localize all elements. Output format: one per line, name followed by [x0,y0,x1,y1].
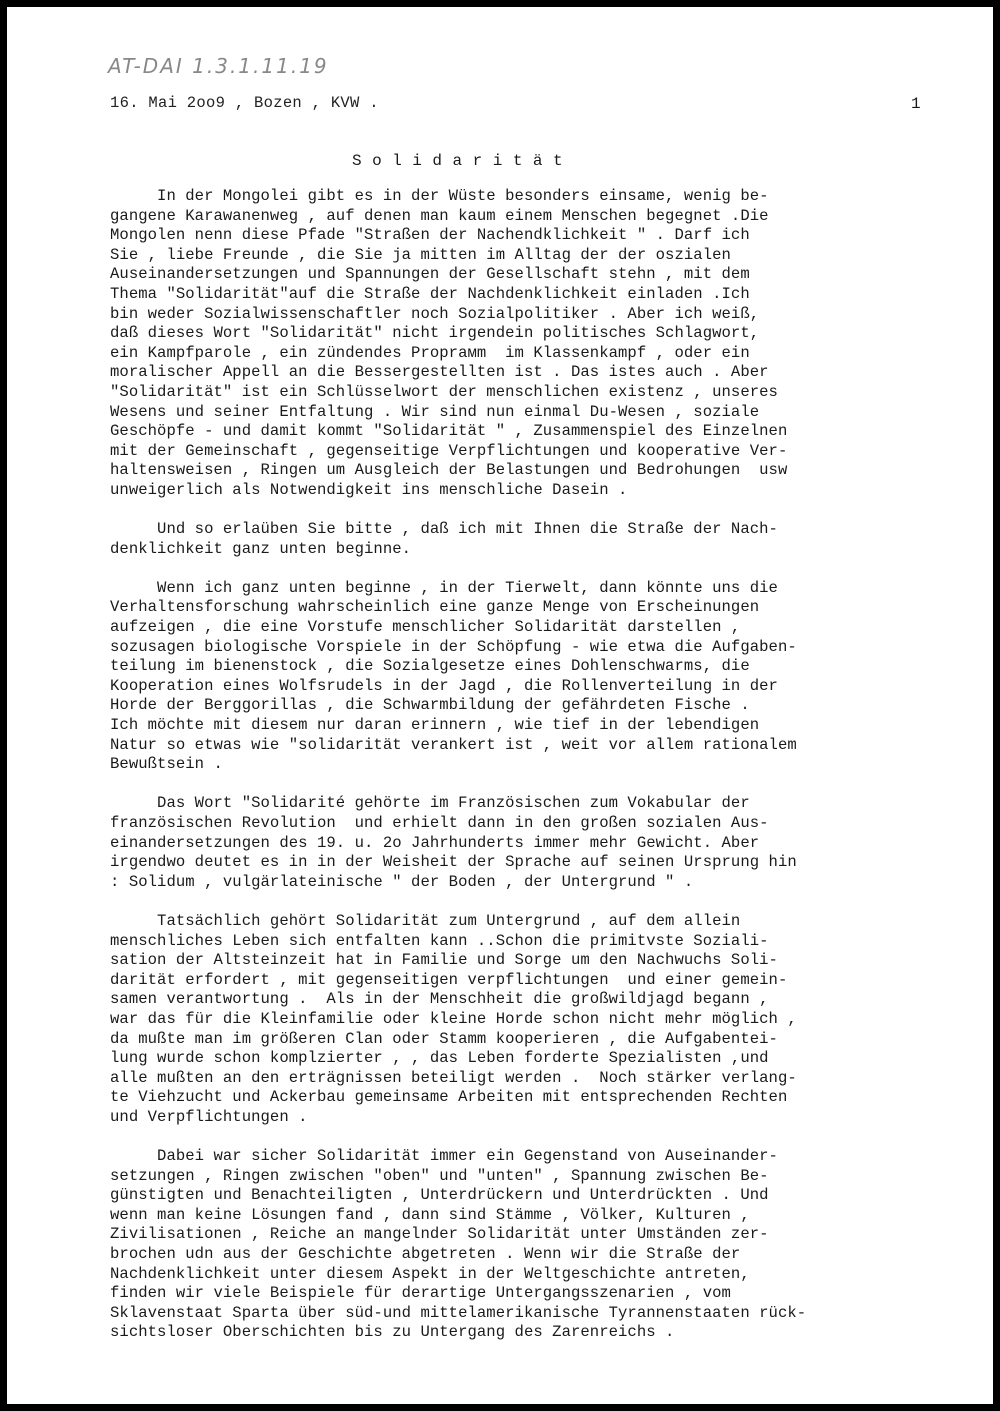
text-line: Das Wort "Solidarité gehörte im Französischen zum Vokabular der [110,794,750,813]
text-line: wenn man keine Lösungen fand , dann sind Stämme , Völker, Kulturen , [110,1205,750,1224]
paragraph [110,187,980,501]
text-line: Und so erlaüben Sie bitte , daß ich mit Ihnen die Straße der Nach- [110,520,778,539]
paragraph [110,912,980,1128]
text-line: "Solidarität" ist ein Schlüsselwort der menschlichen existenz , unseres [110,382,778,401]
archive-signature: AT-DAI 1.3.1.11.19 [108,54,329,78]
text-line: teilung im bienenstock , die Sozialgesetze eines Dohlenschwarms, die [110,657,750,676]
text-line: gangene Karawanenweg , auf denen man kaum einem Menschen begegnet .Die [110,206,769,225]
text-line: günstigten und Benachteiligten , Unterdrückern und Unterdrückten . Und [110,1186,769,1205]
text-line: brochen udn aus der Geschichte abgetreten . Wenn wir die Straße der [110,1245,741,1264]
document-body [110,187,980,1363]
text-line: Horde der Berggorillas , die Schwarmbildung der gefährdeten Fische . [110,696,750,715]
text-line: und Verpflichtungen . [110,1107,308,1126]
text-line: finden wir viele Beispiele für derartige Untergangsszenarien , vom [110,1284,731,1303]
page-number: 1 [911,95,921,113]
text-line: lung wurde schon komplzierter , , das Leben forderte Spezialisten ,und [110,1049,769,1068]
text-line: alle mußten an den erträgnissen beteiligt werden . Noch stärker verlang- [110,1068,797,1087]
text-line: einandersetzungen des 19. u. 2o Jahrhunderts immer mehr Gewicht. Aber [110,833,760,852]
text-line: Bewußtsein . [110,755,223,774]
text-line: Wenn ich ganz unten beginne , in der Tierwelt, dann könnte uns die [110,578,778,597]
text-line: setzungen , Ringen zwischen "oben" und "unten" , Spannung zwischen Be- [110,1166,769,1185]
paragraph [110,579,980,775]
text-line: da mußte man im größeren Clan oder Stamm kooperieren , die Aufgabentei- [110,1029,778,1048]
document-title: Solidarität [352,152,574,170]
text-line: Geschöpfe - und damit kommt "Solidarität " , Zusammenspiel des Einzelnen [110,422,788,441]
text-line: menschliches Leben sich entfalten kann ..Schon die primitvste Soziali- [110,931,769,950]
text-line: Ich möchte mit diesem nur daran erinnern , wie tief in der lebendigen [110,716,760,735]
text-line: Mongolen nenn diese Pfade "Straßen der Nachendklichkeit " . Darf ich [110,226,750,245]
text-line: : Solidum , vulgärlateinische " der Boden , der Untergrund " . [110,872,694,891]
text-line: Thema "Solidarität"auf die Straße der Nachdenklichkeit einladen .Ich [110,284,750,303]
text-line: bin weder Sozialwissenschaftler noch Sozialpolitiker . Aber ich weiß, [110,304,760,323]
text-line: sichtsloser Oberschichten bis zu Untergang des Zarenreichs . [110,1323,675,1342]
text-line: war das für die Kleinfamilie oder kleine Horde schon nicht mehr möglich , [110,1009,797,1028]
text-line: Auseinandersetzungen und Spannungen der Gesellschaft stehn , mit dem [110,265,750,284]
text-line: französischen Revolution und erhielt dann in den großen sozialen Aus- [110,814,769,832]
paragraph [110,1147,980,1343]
text-line: Natur so etwas wie "solidarität verankert ist , weit vor allem rationalem [110,735,797,754]
text-line: In der Mongolei gibt es in der Wüste besonders einsame, wenig be- [110,187,769,205]
text-line: te Viehzucht und Ackerbau gemeinsame Arbeiten mit entsprechenden Rechten [110,1088,788,1107]
text-line: Tatsächlich gehört Solidarität zum Untergrund , auf dem allein [110,911,741,930]
text-line: samen verantwortung . Als in der Menschheit die großwildjagd begann , [110,990,769,1009]
text-line: sation der Altsteinzeit hat in Familie und Sorge um den Nachwuchs Soli- [110,951,778,970]
text-line: moralischer Appell an die Bessergestellten ist . Das istes auch . Aber [110,363,769,382]
text-line: aufzeigen , die eine Vorstufe menschlicher Solidarität darstellen , [110,618,741,637]
text-line: unweigerlich als Notwendigkeit ins menschliche Dasein . [110,480,628,499]
date-location-header: 16. Mai 2oo9 , Bozen , KVW . [110,94,379,112]
paragraph [110,794,980,892]
paragraph [110,520,980,559]
text-line: ein Kampfparole , ein zündendes Proprамm im Klassenkampf , oder ein [110,343,750,362]
text-line: denklichkeit ganz unten beginne. [110,539,412,558]
text-line: Nachdenklichkeit unter diesem Aspekt in der Weltgeschichte antreten, [110,1264,750,1283]
document-page [7,7,993,1404]
text-line: Sklavenstaat Sparta über süd-und mittelamerikanische Tyrannenstaaten rück- [110,1303,807,1322]
text-line: Dabei war sicher Solidarität immer ein Gegenstand von Auseinander- [110,1147,778,1166]
text-line: haltensweisen , Ringen um Ausgleich der Belastungen und Bedrohungen usw [110,461,788,480]
text-line: Sie , liebe Freunde , die Sie ja mitten im Alltag der der oszialen [110,245,731,264]
text-line: Kooperation eines Wolfsrudels in der Jagd , die Rollenverteilung in der [110,676,778,695]
text-line: darität erfordert , mit gegenseitigen verpflichtungen und einer gemein- [110,970,788,989]
text-line: irgendwo deutet es in in der Weisheit der Sprache auf seinen Ursprung hin [110,853,797,872]
text-line: mit der Gemeinschaft , gegenseitige Verpflichtungen und kooperative Ver- [110,441,788,460]
text-line: Zivilisationen , Reiche an mangelnder Solidarität unter Umständen zer- [110,1225,769,1244]
text-line: daß dieses Wort "Solidarität" nicht irgendein politisches Schlagwort, [110,324,760,343]
text-line: Verhaltensforschung wahrscheinlich eine ganze Menge von Erscheinungen [110,598,760,617]
text-line: sozusagen biologische Vorspiele in der Schöpfung - wie etwa die Aufgaben- [110,637,797,656]
text-line: Wesens und seiner Entfaltung . Wir sind nun einmal Du-Wesen , soziale [110,402,760,421]
